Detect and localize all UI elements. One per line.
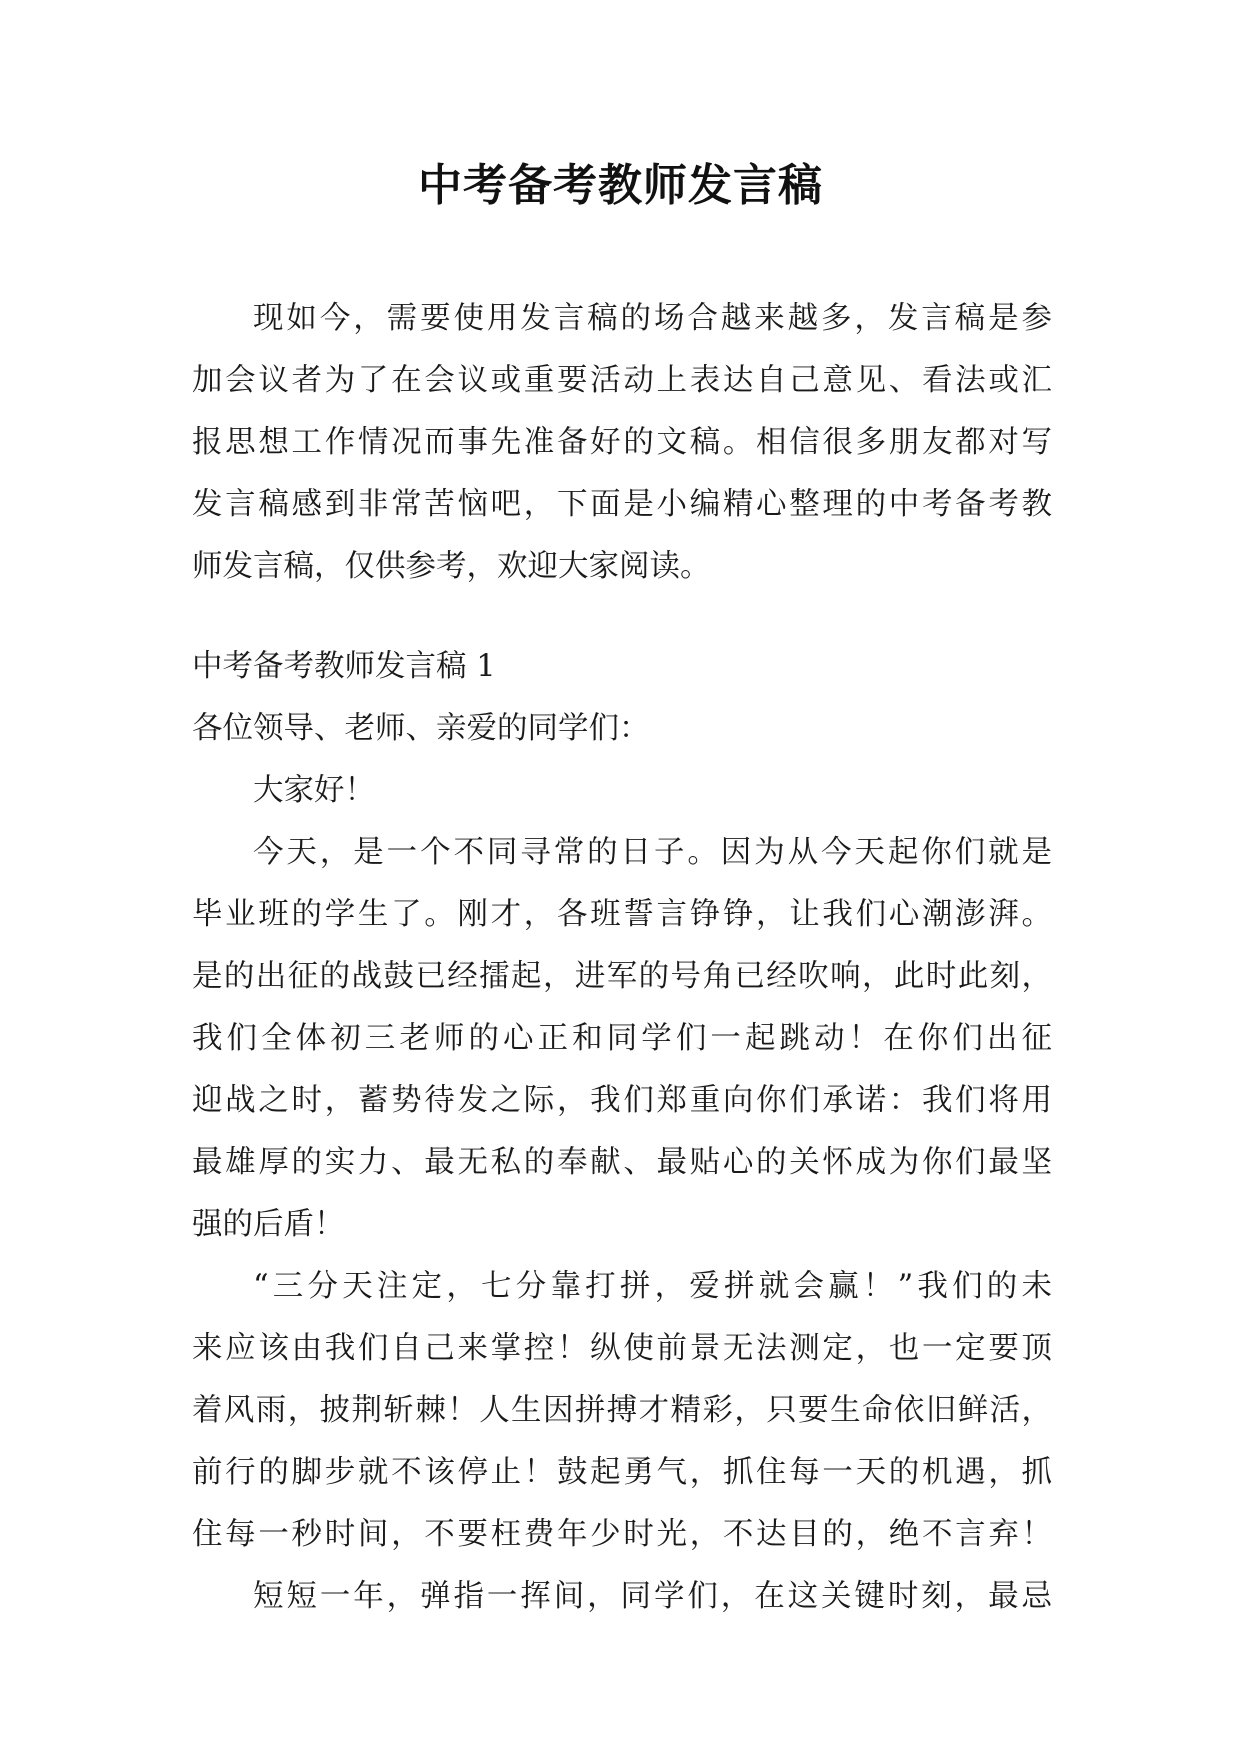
intro-line: 报思想工作情况而事先准备好的文稿。相信很多朋友都对写	[192, 425, 1052, 460]
intro-line: 发言稿感到非常苦恼吧，下面是小编精心整理的中考备考教	[192, 487, 1052, 522]
greeting: 大家好！	[253, 773, 375, 808]
paragraph-2-line: 着风雨，披荆斩棘！人生因拼搏才精彩，只要生命依旧鲜活，	[192, 1393, 1052, 1428]
paragraph-2-line: 前行的脚步就不该停止！鼓起勇气，抓住每一天的机遇，抓	[192, 1455, 1052, 1490]
paragraph-2-line: 来应该由我们自己来掌控！纵使前景无法测定，也一定要顶	[192, 1331, 1052, 1366]
paragraph-2-line: 住每一秒时间，不要枉费年少时光，不达目的，绝不言弃！	[192, 1517, 1052, 1552]
paragraph-3-line: 短短一年，弹指一挥间，同学们，在这关键时刻，最忌	[253, 1579, 1052, 1614]
paragraph-1-line: 迎战之时，蓄势待发之际，我们郑重向你们承诺：我们将用	[192, 1083, 1052, 1118]
document-title: 中考备考教师发言稿	[418, 160, 823, 211]
intro-line: 师发言稿，仅供参考，欢迎大家阅读。	[192, 549, 711, 584]
speech-section	[192, 636, 1052, 1628]
paragraph-1-line: 最雄厚的实力、最无私的奉献、最贴心的关怀成为你们最坚	[192, 1145, 1052, 1180]
salutation: 各位领导、老师、亲爱的同学们：	[192, 711, 650, 746]
paragraph-2-line: “三分天注定，七分靠打拼，爱拼就会赢！”我们的未	[253, 1269, 1052, 1304]
section-heading: 中考备考教师发言稿 1	[192, 649, 496, 684]
intro-line: 现如今，需要使用发言稿的场合越来越多，发言稿是参	[253, 301, 1052, 336]
paragraph-1-line: 强的后盾！	[192, 1207, 345, 1242]
paragraph-1-line: 我们全体初三老师的心正和同学们一起跳动！在你们出征	[192, 1021, 1052, 1056]
intro-paragraph	[192, 288, 1052, 598]
paragraph-1-line: 是的出征的战鼓已经擂起，进军的号角已经吹响，此时此刻，	[192, 959, 1052, 994]
paragraph-1-line: 今天，是一个不同寻常的日子。因为从今天起你们就是	[253, 835, 1052, 870]
paragraph-1-line: 毕业班的学生了。刚才，各班誓言铮铮，让我们心潮澎湃。	[192, 897, 1052, 932]
intro-line: 加会议者为了在会议或重要活动上表达自己意见、看法或汇	[192, 363, 1052, 398]
